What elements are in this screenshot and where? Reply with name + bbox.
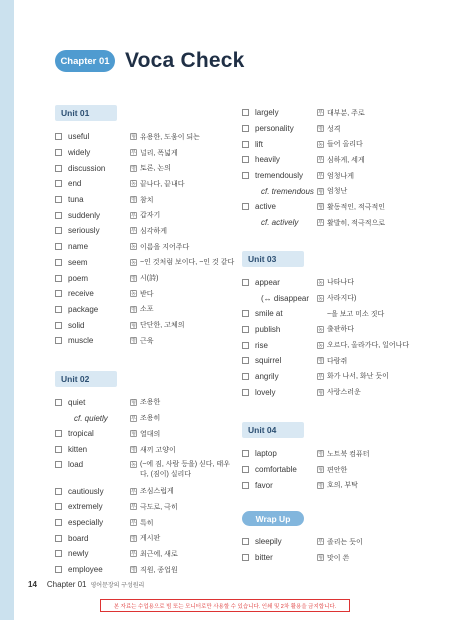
checkbox[interactable] [242,172,249,179]
pos-icon: 부 [131,212,136,219]
vocab-meaning: 새끼 고양이 [140,446,176,454]
vocab-word: seriously [68,226,100,236]
vocab-row [242,183,432,199]
vocab-row [55,207,235,223]
vocab-meaning: 심하게, 세게 [327,156,365,164]
pos-icon: 형 [318,389,323,396]
vocab-word: seem [68,257,88,267]
vocab-row [55,395,235,411]
pos-icon: 부 [131,415,136,422]
vocab-row [242,215,432,231]
vocab-word: tuna [68,195,84,205]
checkbox[interactable] [242,141,249,148]
vocab-word: laptop [255,449,277,459]
vocab-row [242,306,432,322]
vocab-row [242,462,432,478]
vocab-word: angrily [255,371,279,381]
pos-icon: 동 [318,342,323,349]
pos-icon: 부 [318,539,323,546]
pos-icon: 명 [318,126,323,133]
vocab-meaning: 끝나다, 끝내다 [140,180,185,188]
vocab-meaning: 대부분, 주로 [327,109,365,117]
checkbox[interactable] [55,149,62,156]
vocab-row [55,176,235,192]
vocab-word: cf. tremendous [261,186,314,196]
vocab-word: newly [68,549,89,559]
pos-icon: 부 [131,150,136,157]
vocab-meaning: 게시판 [140,535,161,543]
checkbox[interactable] [242,357,249,364]
vocab-row [55,515,235,531]
checkbox[interactable] [55,430,62,437]
unit-03-list [242,275,432,401]
checkbox[interactable] [242,373,249,380]
side-band [0,0,14,620]
vocab-word: employee [68,565,103,575]
vocab-meaning: 근육 [140,337,154,345]
unit-01-list [55,129,235,349]
pos-icon: 동 [131,462,136,469]
vocab-meaning: 활동적인, 적극적인 [327,203,385,211]
vocab-word: especially [68,518,104,528]
pos-icon: 동 [131,244,136,251]
vocab-meaning: 편안한 [327,466,348,474]
usage-notice: 본 자료는 수업용으로 빔 또는 모니터로만 사용할 수 있습니다. 인쇄 및 2차 활용을 금지합니다. [100,599,350,612]
vocab-row [55,270,235,286]
vocab-meaning: 참치 [140,196,154,204]
vocab-meaning: 유용한, 도움이 되는 [140,133,200,141]
pos-icon: 동 [131,259,136,266]
checkbox[interactable] [242,450,249,457]
vocab-row [242,136,432,152]
vocab-row [55,317,235,333]
vocab-row [242,322,432,338]
vocab-row [242,446,432,462]
vocab-word: cf. actively [261,218,299,228]
checkbox[interactable] [55,306,62,313]
vocab-word: bitter [255,553,273,563]
checkbox[interactable] [242,326,249,333]
vocab-row [242,121,432,137]
pos-icon: 부 [131,551,136,558]
vocab-row [55,562,235,578]
checkbox[interactable] [242,109,249,116]
checkbox[interactable] [242,203,249,210]
checkbox[interactable] [55,259,62,266]
pos-icon: 형 [131,431,136,438]
vocab-word: extremely [68,502,103,512]
vocab-row [55,255,235,271]
checkbox[interactable] [55,461,62,468]
vocab-meaning: 화가 나서, 화난 듯이 [327,373,389,381]
pos-icon: 명 [131,338,136,345]
vocab-word: active [255,202,276,212]
checkbox[interactable] [55,337,62,344]
pos-icon: 명 [131,197,136,204]
vocab-row [242,199,432,215]
vocab-row [242,534,432,550]
vocab-word: appear [255,277,280,287]
vocab-word: discussion [68,163,106,173]
vocab-word: smile at [255,309,283,319]
vocab-word: lovely [255,387,276,397]
vocab-word: widely [68,148,91,158]
vocab-meaning: 받다 [140,290,154,298]
vocab-meaning: 조용한 [140,399,161,407]
checkbox[interactable] [55,566,62,573]
checkbox[interactable] [242,538,249,545]
vocab-meaning: 직원, 종업원 [140,566,178,574]
vocab-meaning: 엄청나게 [327,172,355,180]
pos-icon: 형 [318,188,323,195]
vocab-meaning: 이름을 지어주다 [140,243,190,251]
pos-icon: 부 [318,373,323,380]
vocab-meaning: (~에 짐, 사람 등을) 싣다, 태우다, (짐이) 실리다 [140,461,230,479]
chapter-badge: Chapter 01 [55,50,115,72]
vocab-word: end [68,179,82,189]
vocab-word: squirrel [255,356,282,366]
pos-icon: 명 [131,567,136,574]
unit-label-01: Unit 01 [55,105,117,121]
checkbox[interactable] [55,550,62,557]
vocab-word: cautiously [68,486,104,496]
pos-icon: 부 [131,504,136,511]
wrap-up-label: Wrap Up [242,511,304,526]
vocab-meaning: 갑자기 [140,212,161,220]
vocab-row [55,483,235,499]
vocab-row [242,384,432,400]
vocab-row [242,369,432,385]
vocab-meaning: 다람쥐 [327,357,348,365]
vocab-meaning: ~인 것처럼 보이다, ~인 것 같다 [140,259,235,267]
page-footer [28,580,144,589]
vocab-word: quiet [68,397,86,407]
checkbox[interactable] [55,290,62,297]
checkbox[interactable] [55,196,62,203]
vocab-word: publish [255,324,281,334]
vocab-word: load [68,460,84,470]
vocab-word: name [68,242,89,252]
checkbox[interactable] [242,156,249,163]
pos-icon: 명 [131,447,136,454]
vocab-meaning: 최근에, 새로 [140,550,178,558]
checkbox[interactable] [242,310,249,317]
vocab-meaning: 심각하게 [140,227,168,235]
checkbox[interactable] [242,466,249,473]
pos-icon: 형 [318,204,323,211]
pos-icon: 부 [131,520,136,527]
vocab-meaning: 성격 [327,125,341,133]
vocab-row [242,275,432,291]
vocab-meaning: 특히 [140,519,154,527]
pos-icon: 부 [131,228,136,235]
pos-icon: 형 [131,134,136,141]
checkbox[interactable] [55,535,62,542]
vocab-word: useful [68,132,90,142]
vocab-meaning: 조용히 [140,415,161,423]
checkbox[interactable] [55,180,62,187]
left-column [55,105,235,578]
checkbox[interactable] [242,279,249,286]
vocab-row [55,286,235,302]
vocab-row [55,530,235,546]
checkbox[interactable] [55,503,62,510]
pos-icon: 명 [131,535,136,542]
vocab-meaning: 나타나다 [327,279,355,287]
vocab-row [242,337,432,353]
unit-02-continued-list [242,105,432,231]
checkbox[interactable] [55,165,62,172]
vocab-word: kitten [68,445,88,455]
checkbox[interactable] [55,519,62,526]
checkbox[interactable] [242,342,249,349]
vocab-word: receive [68,289,94,299]
vocab-row [55,457,235,483]
unit-02-list [55,395,235,578]
vocab-row [55,223,235,239]
vocab-row [55,192,235,208]
vocab-row [55,145,235,161]
checkbox[interactable] [55,227,62,234]
vocab-meaning: 토론, 논의 [140,165,171,173]
checkbox[interactable] [55,446,62,453]
vocab-word: heavily [255,155,280,165]
vocab-row [55,302,235,318]
vocab-meaning: 시(詩) [140,275,159,283]
pos-icon: 부 [318,173,323,180]
pos-icon: 형 [318,555,323,562]
vocab-meaning: 소포 [140,306,154,314]
vocab-meaning: 단단한, 고체의 [140,322,185,330]
pos-icon: 명 [318,451,323,458]
pos-icon: 동 [318,295,323,302]
vocab-meaning: 노트북 컴퓨터 [327,450,370,458]
vocab-word: favor [255,480,273,490]
vocab-meaning: 출판하다 [327,326,355,334]
vocab-meaning: 조심스럽게 [140,488,174,496]
footer-book-title: 영어문장의 구성원리 [90,583,145,589]
checkbox[interactable] [55,399,62,406]
pos-icon: 부 [318,110,323,117]
vocab-row [55,499,235,515]
pos-icon: 명 [318,482,323,489]
vocab-row [55,426,235,442]
pos-icon: 동 [318,326,323,333]
vocab-row [55,333,235,349]
vocab-word: tropical [68,429,94,439]
vocab-word: cf. quietly [74,413,108,423]
pos-icon: 동 [318,141,323,148]
pos-icon: 부 [318,220,323,227]
right-column [242,105,432,565]
checkbox[interactable] [55,212,62,219]
checkbox[interactable] [55,243,62,250]
vocab-meaning: 들어 올리다 [327,141,363,149]
vocab-word: sleepily [255,537,282,547]
unit-label-02: Unit 02 [55,371,117,387]
vocab-row [242,477,432,493]
footer-chapter: Chapter 01 [46,580,87,589]
vocab-word: tremendously [255,171,304,181]
vocab-word: rise [255,340,268,350]
vocab-meaning: 널리, 폭넓게 [140,149,178,157]
vocab-meaning: 활발히, 적극적으로 [327,219,385,227]
pos-icon: 형 [318,467,323,474]
vocab-meaning: 사라지다) [327,295,357,303]
vocab-meaning: 맛이 쓴 [327,554,350,562]
vocab-word: muscle [68,336,94,346]
pos-icon: 동 [318,279,323,286]
checkbox[interactable] [55,133,62,140]
unit-04-list [242,446,432,493]
vocab-row [242,290,432,306]
vocab-row [55,239,235,255]
checkbox[interactable] [242,482,249,489]
checkbox[interactable] [55,322,62,329]
vocab-word: largely [255,108,279,118]
vocab-meaning: 사랑스러운 [327,389,361,397]
unit-label-04: Unit 04 [242,422,304,438]
pos-icon: 명 [131,306,136,313]
pos-icon: 명 [131,275,136,282]
vocab-word: solid [68,320,85,330]
pos-icon: 동 [131,291,136,298]
vocab-row [242,353,432,369]
vocab-meaning: 엄청난 [327,188,348,196]
vocab-row [242,152,432,168]
vocab-word: personality [255,124,294,134]
vocab-word: suddenly [68,210,101,220]
checkbox[interactable] [55,275,62,282]
vocab-row [55,546,235,562]
vocab-meaning: 오르다, 올라가다, 일어나다 [327,342,410,350]
pos-icon: 부 [131,488,136,495]
checkbox[interactable] [242,389,249,396]
vocab-meaning: 졸리는 듯이 [327,538,363,546]
pos-icon: 동 [131,181,136,188]
vocab-meaning: 호의, 부탁 [327,482,358,490]
vocab-row [55,410,235,426]
vocab-row [242,550,432,566]
checkbox[interactable] [55,488,62,495]
vocab-row [242,105,432,121]
vocab-row [242,168,432,184]
page-header [55,49,245,73]
wrap-up-list [242,534,432,565]
unit-label-03: Unit 03 [242,251,304,267]
vocab-meaning: 열대의 [140,430,161,438]
vocab-word: (↔ disappear [261,293,310,303]
pos-icon: 명 [318,358,323,365]
vocab-word: lift [255,139,263,149]
checkbox[interactable] [242,125,249,132]
vocab-word: comfortable [255,465,297,475]
pos-icon: 부 [318,157,323,164]
pos-icon: 형 [131,322,136,329]
vocab-meaning: 극도로, 극히 [140,503,178,511]
vocab-row [55,442,235,458]
pos-icon: 명 [131,165,136,172]
vocab-word: package [68,304,99,314]
checkbox[interactable] [242,554,249,561]
pos-icon: 형 [131,399,136,406]
vocab-meaning: ~을 보고 미소 짓다 [327,310,385,318]
vocab-row [55,160,235,176]
vocab-word: board [68,533,89,543]
vocab-row [55,129,235,145]
vocab-word: poem [68,273,89,283]
page-title: Voca Check [125,49,245,72]
page-number: 14 [28,580,37,589]
